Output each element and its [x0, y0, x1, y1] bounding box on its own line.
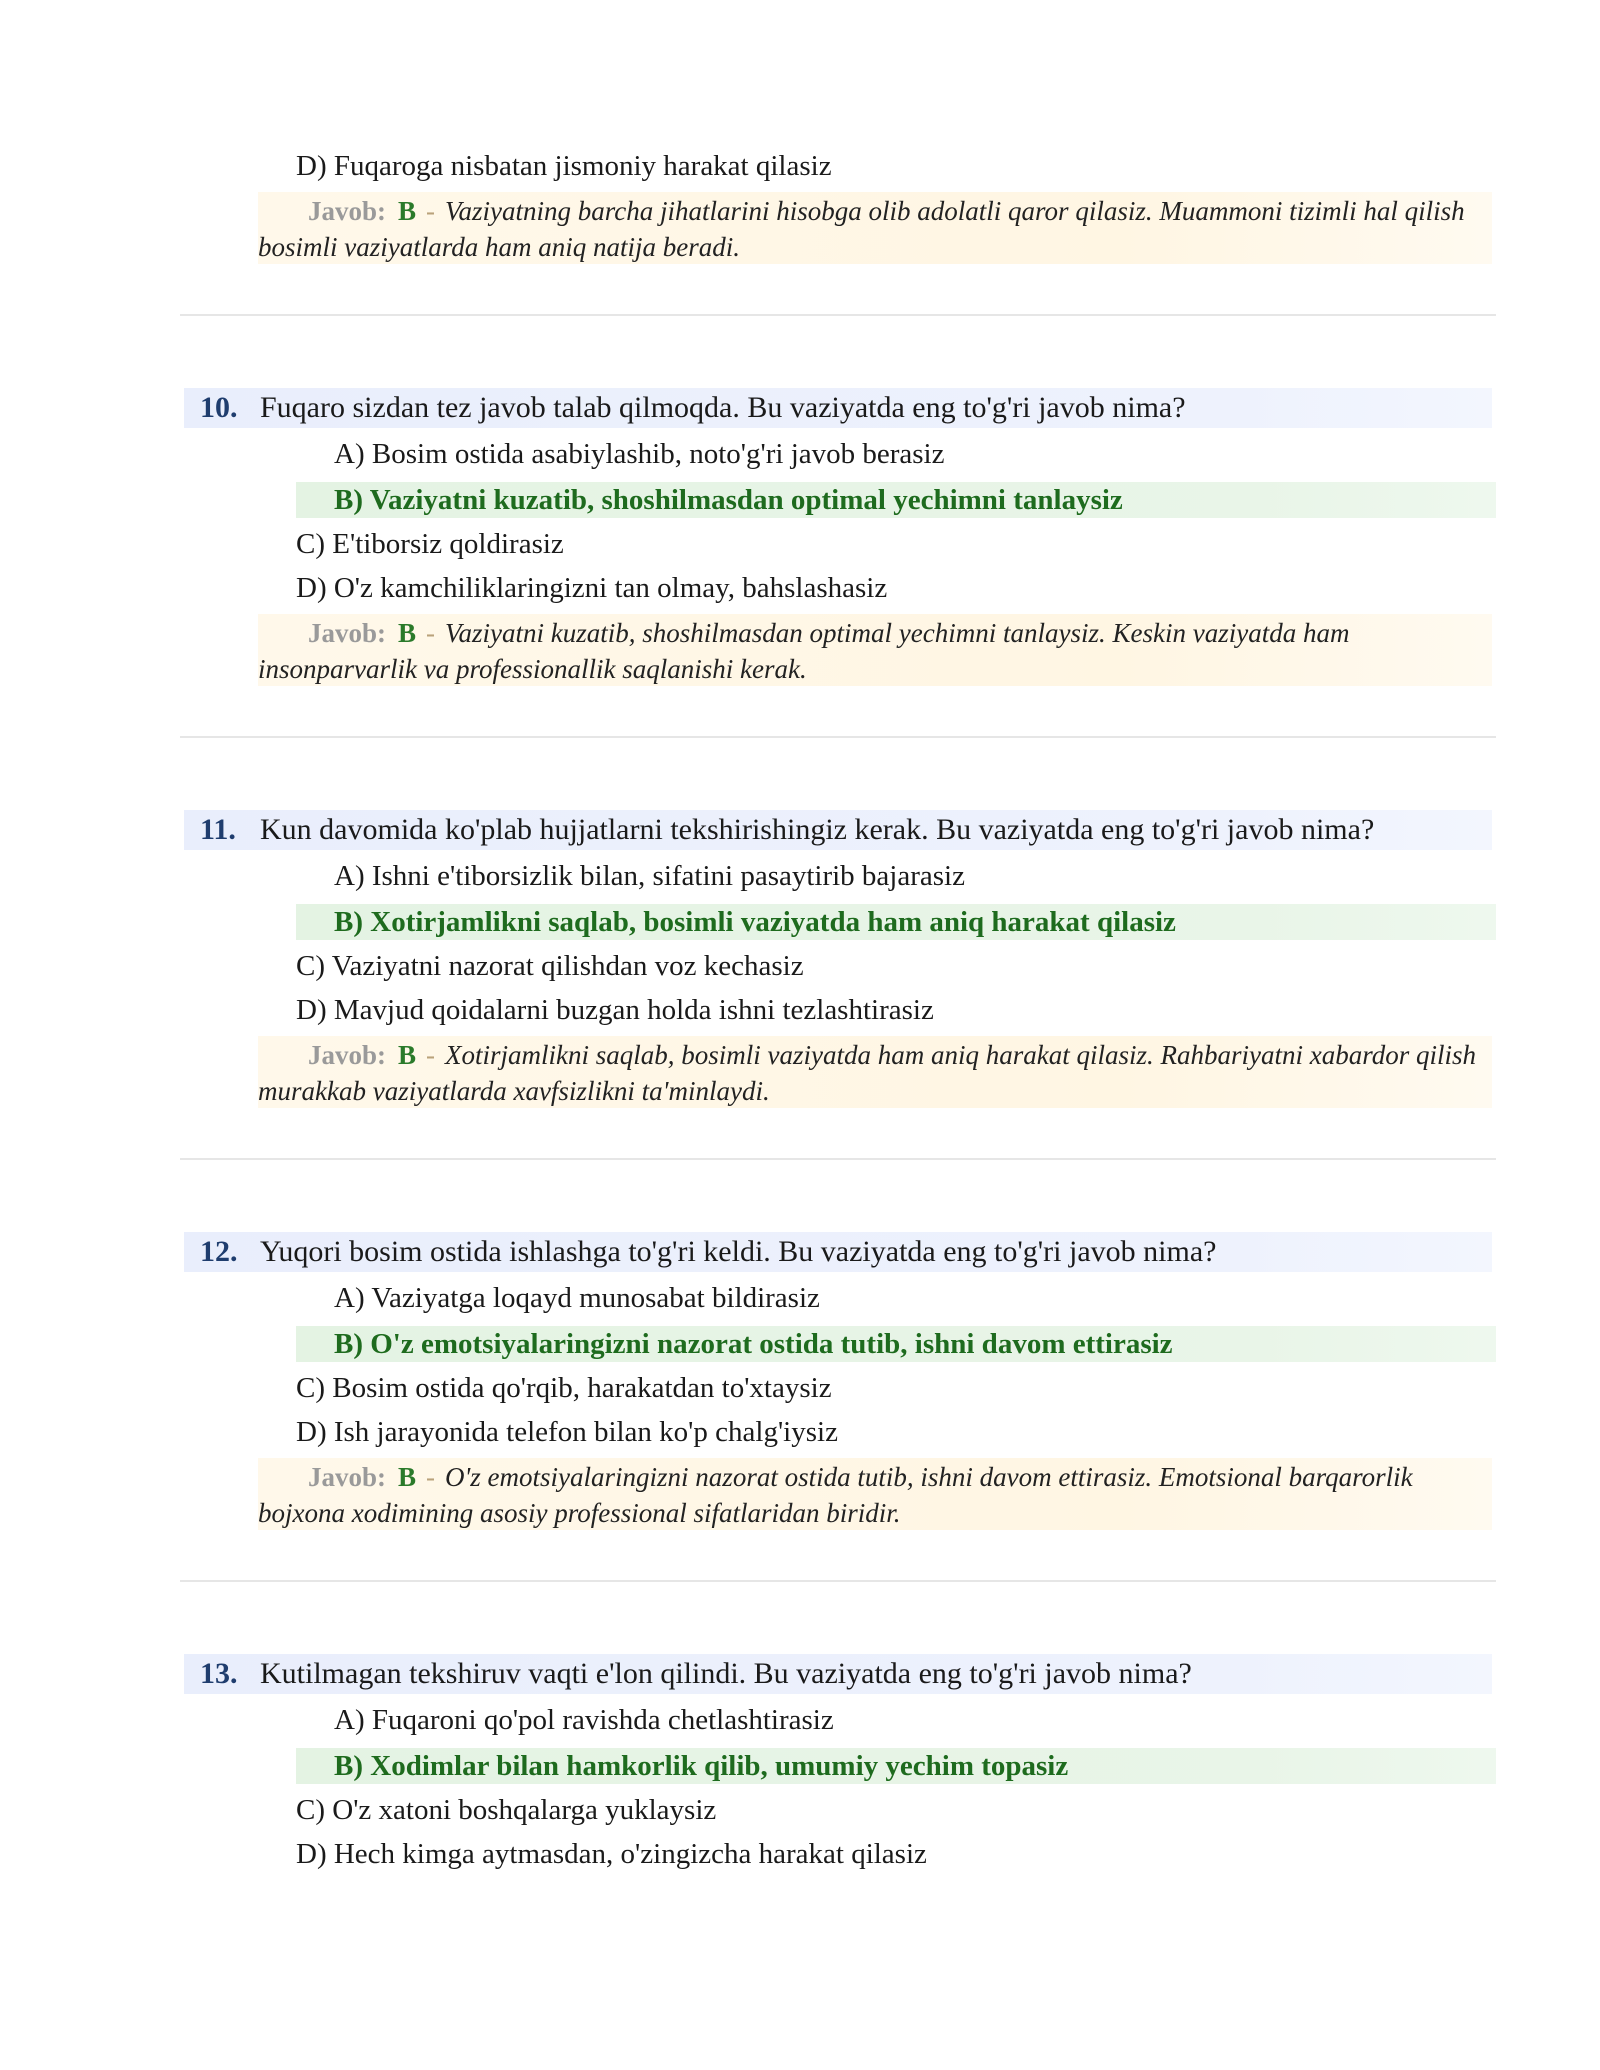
- option-a: A) Bosim ostida asabiylashib, noto'g'ri javob berasiz: [334, 438, 945, 470]
- question-header: [184, 1654, 1492, 1694]
- question-number: 11.: [200, 813, 236, 846]
- option-d: D) Hech kimga aytmasdan, o'zingizcha harakat qilasiz: [296, 1838, 927, 1870]
- question-header: [184, 810, 1492, 850]
- answer-box: [258, 192, 1492, 264]
- answer-dash: -: [426, 1040, 436, 1070]
- question-text: Yuqori bosim ostida ishlashga to'g'ri keldi. Bu vaziyatda eng to'g'ri javob nima?: [260, 1235, 1217, 1268]
- option-a: A) Ishni e'tiborsizlik bilan, sifatini pasaytirib bajarasiz: [334, 860, 965, 892]
- question-text: Fuqaro sizdan tez javob talab qilmoqda. Bu vaziyatda eng to'g'ri javob nima?: [260, 391, 1186, 424]
- answer-line: [258, 1459, 1492, 1531]
- option-b-correct: B) O'z emotsiyalaringizni nazorat ostida tutib, ishni davom ettirasiz: [296, 1326, 1496, 1362]
- question-number: 10.: [200, 391, 238, 424]
- option-c: C) Bosim ostida qo'rqib, harakatdan to'xtaysiz: [296, 1372, 832, 1404]
- option-b-correct: B) Vaziyatni kuzatib, shoshilmasdan optimal yechimni tanlaysiz: [296, 482, 1496, 518]
- option-d: D) Fuqaroga nisbatan jismoniy harakat qilasiz: [296, 150, 832, 182]
- option-d: D) O'z kamchiliklaringizni tan olmay, bahslashasiz: [296, 572, 888, 604]
- question-number: 13.: [200, 1657, 238, 1690]
- answer-letter: B: [398, 618, 417, 648]
- option-b-correct: B) Xotirjamlikni saqlab, bosimli vaziyatda ham aniq harakat qilasiz: [296, 904, 1496, 940]
- option-c: C) E'tiborsiz qoldirasiz: [296, 528, 564, 560]
- question-header: [184, 1232, 1492, 1272]
- answer-explanation: Vaziyatning barcha jihatlarini hisobga olib adolatli qaror qilasiz. Muammoni tizimli hal qilish bosimli vaziyatlarda ham aniq natija beradi.: [258, 196, 1465, 262]
- divider: [180, 1580, 1496, 1582]
- question-header: [184, 388, 1492, 428]
- answer-box: [258, 1036, 1492, 1108]
- option-c: C) O'z xatoni boshqalarga yuklaysiz: [296, 1794, 717, 1826]
- answer-explanation: Vaziyatni kuzatib, shoshilmasdan optimal yechimni tanlaysiz. Keskin vaziyatda ham insonparvarlik va professionallik saqlanishi kerak.: [258, 618, 1350, 684]
- option-c: C) Vaziyatni nazorat qilishdan voz kechasiz: [296, 950, 804, 982]
- option-b-correct: B) Xodimlar bilan hamkorlik qilib, umumiy yechim topasiz: [296, 1748, 1496, 1784]
- answer-box: [258, 614, 1492, 686]
- answer-explanation: Xotirjamlikni saqlab, bosimli vaziyatda ham aniq harakat qilasiz. Rahbariyatni xabardor qilish murakkab vaziyatlarda xavfsizlikni ta'minlaydi.: [258, 1040, 1477, 1106]
- option-d: D) Mavjud qoidalarni buzgan holda ishni tezlashtirasiz: [296, 994, 934, 1026]
- answer-line: [258, 193, 1492, 265]
- answer-dash: -: [426, 1462, 436, 1492]
- answer-explanation: O'z emotsiyalaringizni nazorat ostida tutib, ishni davom ettirasiz. Emotsional barqarorlik bojxona xodimining asosiy professional sifatlaridan biridir.: [258, 1462, 1413, 1528]
- answer-letter: B: [398, 1040, 417, 1070]
- answer-label: Javob:: [308, 1040, 387, 1070]
- answer-line: [258, 615, 1492, 687]
- question-text: Kutilmagan tekshiruv vaqti e'lon qilindi. Bu vaziyatda eng to'g'ri javob nima?: [260, 1657, 1192, 1690]
- answer-dash: -: [426, 618, 436, 648]
- divider: [180, 314, 1496, 316]
- answer-label: Javob:: [308, 618, 387, 648]
- answer-letter: B: [398, 1462, 417, 1492]
- question-number: 12.: [200, 1235, 238, 1268]
- answer-line: [258, 1037, 1492, 1109]
- option-a: A) Vaziyatga loqayd munosabat bildirasiz: [334, 1282, 820, 1314]
- option-a: A) Fuqaroni qo'pol ravishda chetlashtirasiz: [334, 1704, 834, 1736]
- answer-letter: B: [398, 196, 417, 226]
- divider: [180, 1158, 1496, 1160]
- question-text: Kun davomida ko'plab hujjatlarni tekshirishingiz kerak. Bu vaziyatda eng to'g'ri javob nima?: [260, 813, 1375, 846]
- option-d: D) Ish jarayonida telefon bilan ko'p chalg'iysiz: [296, 1416, 838, 1448]
- answer-label: Javob:: [308, 1462, 387, 1492]
- answer-label: Javob:: [308, 196, 387, 226]
- divider: [180, 736, 1496, 738]
- answer-box: [258, 1458, 1492, 1530]
- answer-dash: -: [426, 196, 436, 226]
